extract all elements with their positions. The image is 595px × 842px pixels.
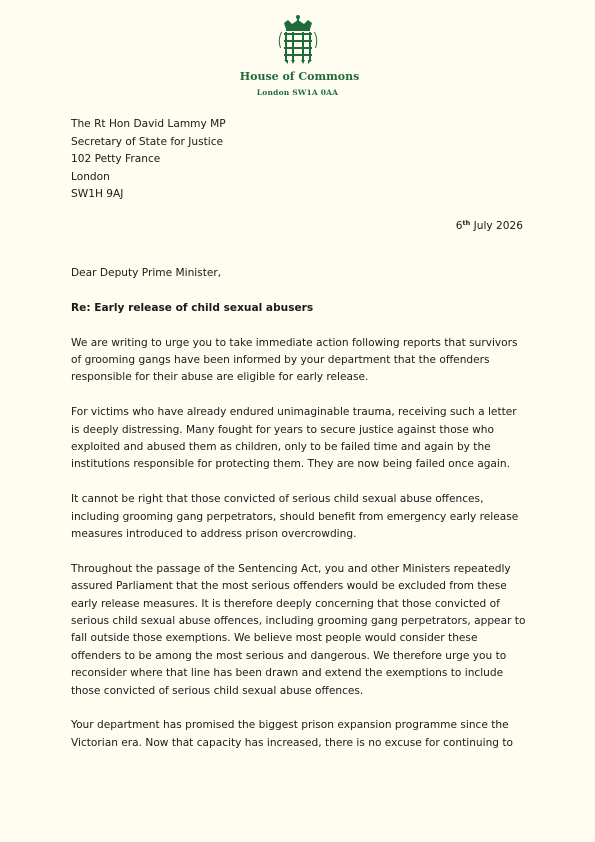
address-line: The Rt Hon David Lammy MP (71, 118, 226, 130)
letter-date (456, 219, 523, 232)
address-line: SW1H 9AJ (71, 188, 124, 201)
date-suffix: th (462, 219, 471, 227)
salutation: Dear Deputy Prime Minister, (71, 267, 222, 279)
paragraph: We are writing to urge you to take immediate action following reports that survivors of grooming gangs have been informed by your department that the offenders responsible for their abuse are eligible for early release. (71, 336, 518, 384)
subject-line: Re: Early release of child sexual abusers (71, 301, 314, 314)
address-line: Secretary of State for Justice (71, 135, 224, 148)
org-address: London SW1A 0AA (256, 88, 339, 97)
address-line: London (71, 170, 110, 183)
portcullis-icon (276, 14, 320, 66)
letter-body (71, 265, 526, 770)
paragraph: It cannot be right that those convicted of serious child sexual abuse offences, including grooming gang perpetrators, should benefit from emergency early release measures introduced to address prison overcrowding. (71, 493, 519, 541)
date-day: 6 (455, 220, 463, 232)
paragraph: Your department has promised the biggest prison expansion programme since the Victorian era. Now that capacity has increased, there is no excuse for continuing to (71, 719, 514, 749)
recipient-address (71, 116, 226, 204)
org-name: House of Commons (239, 70, 360, 83)
address-line: 102 Petty France (71, 153, 161, 166)
paragraph: Throughout the passage of the Sentencing Act, you and other Ministers repeatedly assured Parliament that the most serious offenders would be excluded from these early release measures. It is therefore deeply concerning that those convicted of serious child sexual abuse offences, including grooming gang perpetrators, appear to fall outside those exemptions. We believe most people would consider these offenders to be among the most serious and dangerous. We therefore urge you to reconsider where that line has been drawn and extend the exemptions to include those convicted of serious child sexual abuse offences. (71, 562, 526, 697)
paragraph: For victims who have already endured unimaginable trauma, receiving such a letter is deeply distressing. Many fought for years to secure justice against those who exploited and abused them as children, only to be failed time and again by the institutions responsible for protecting them. They are now being failed once again. (71, 406, 517, 471)
date-rest: July 2026 (470, 220, 523, 232)
